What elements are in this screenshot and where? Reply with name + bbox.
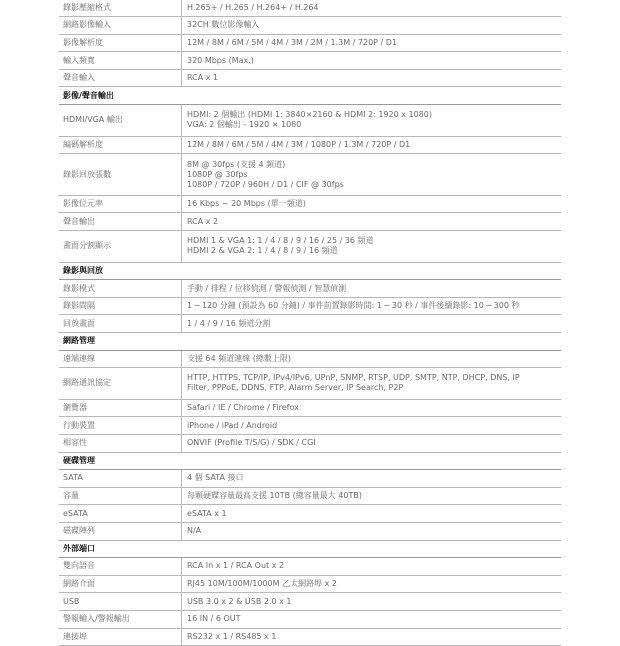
spec-label: USB	[59, 593, 182, 611]
spec-value	[182, 522, 562, 540]
spec-row	[59, 558, 561, 576]
spec-value-line: H.265+ / H.265 / H.264+ / H.264	[187, 2, 319, 12]
spec-value-line: HDMI 2 & VGA 2: 1 / 4 / 8 / 9 / 16 頻道	[187, 246, 338, 256]
spec-row	[59, 417, 561, 435]
spec-row	[59, 487, 561, 505]
spec-value	[182, 136, 562, 154]
spec-label: 雙向語音	[59, 558, 182, 576]
spec-value-line: Safari / IE / Chrome / Firefox	[187, 403, 299, 413]
spec-value-line: 1080P @ 30fps	[187, 169, 248, 179]
spec-value-line: HDMI: 2 個輸出 (HDMI 1: 3840×2160 & HDMI 2: 1920 x 1080)	[187, 110, 432, 120]
spec-label: eSATA	[59, 505, 182, 523]
spec-value	[182, 231, 562, 263]
spec-label: HDMI/VGA 輸出	[59, 105, 182, 137]
spec-value-line: N/A	[187, 526, 202, 536]
spec-row	[59, 280, 561, 298]
spec-value-line: 32CH 數位影像輸入	[187, 20, 260, 30]
spec-value-line: 1 ─ 120 分鐘 (預設為 60 分鐘) / 事件前置錄影時間: 1 ─ 30 秒 / 事件後續錄影: 10 ─ 300 秒	[187, 301, 520, 311]
section-header	[59, 452, 561, 470]
spec-row	[59, 593, 561, 611]
spec-value-line: RJ45 10M/100M/1000M 乙太網路埠 x 2	[187, 579, 337, 589]
spec-row	[59, 575, 561, 593]
spec-row	[59, 52, 561, 70]
spec-label: 遠端連線	[59, 350, 182, 368]
spec-value-line: USB 3.0 x 2 & USB 2.0 x 1	[187, 596, 292, 606]
spec-row	[59, 628, 561, 646]
spec-label: 行動裝置	[59, 417, 182, 435]
spec-value	[182, 195, 562, 213]
spec-label: 聲音輸入	[59, 69, 182, 87]
spec-value	[182, 558, 562, 576]
spec-row	[59, 350, 561, 368]
spec-label: 編碼解析度	[59, 136, 182, 154]
spec-label: 錄影回放張數	[59, 154, 182, 196]
spec-value-line: 1080P / 720P / 960H / D1 / CIF @ 30fps	[187, 179, 344, 189]
spec-value-line: eSATA x 1	[187, 508, 227, 518]
section-header	[59, 87, 561, 105]
spec-value-line: 320 Mbps (Max.)	[187, 55, 254, 65]
spec-row	[59, 434, 561, 452]
spec-value	[182, 17, 562, 35]
spec-value	[182, 628, 562, 646]
spec-label: 錄影間隔	[59, 297, 182, 315]
spec-value-line: 16 IN / 6 OUT	[187, 614, 241, 624]
spec-row	[59, 297, 561, 315]
spec-value-line: HDMI 1 & VGA 1: 1 / 4 / 8 / 9 / 16 / 25 / 36 頻道	[187, 236, 374, 246]
spec-label: 網路介面	[59, 575, 182, 593]
spec-value-line: 12M / 8M / 6M / 5M / 4M / 3M / 2M / 1.3M / 720P / D1	[187, 37, 398, 47]
spec-label: 連接埠	[59, 628, 182, 646]
spec-label: 容量	[59, 487, 182, 505]
section-title: 錄影與回放	[59, 262, 561, 280]
spec-value	[182, 34, 562, 52]
spec-value	[182, 399, 562, 417]
section-header	[59, 540, 561, 558]
spec-row	[59, 17, 561, 35]
spec-value	[182, 593, 562, 611]
spec-value	[182, 315, 562, 333]
spec-row	[59, 610, 561, 628]
spec-value	[182, 610, 562, 628]
spec-value	[182, 0, 562, 17]
spec-value-line: 1 / 4 / 9 / 16 頻道分割	[187, 318, 271, 328]
spec-label: 錄影壓縮格式	[59, 0, 182, 17]
spec-value-line: 支援 64 頻道連線 (總數上限)	[187, 353, 292, 363]
section-title: 硬碟管理	[59, 452, 561, 470]
spec-label: 影像位元率	[59, 195, 182, 213]
spec-label: 網路影像輸入	[59, 17, 182, 35]
spec-value	[182, 154, 562, 196]
spec-row	[59, 470, 561, 488]
spec-value	[182, 575, 562, 593]
spec-label: 磁碟陣列	[59, 522, 182, 540]
spec-value-line: 4 個 SATA 接口	[187, 473, 244, 483]
spec-value	[182, 487, 562, 505]
spec-value	[182, 350, 562, 368]
spec-label: 畫面分割顯示	[59, 231, 182, 263]
spec-value	[182, 505, 562, 523]
section-header	[59, 262, 561, 280]
spec-row	[59, 368, 561, 400]
spec-value-line: Filter, PPPoE, DDNS, FTP, Alarm Server, IP Search, P2P	[187, 383, 404, 393]
spec-row	[59, 69, 561, 87]
spec-row	[59, 136, 561, 154]
spec-row	[59, 105, 561, 137]
spec-value	[182, 368, 562, 400]
spec-label: 警報輸入/警報輸出	[59, 610, 182, 628]
spec-value-line: HTTP, HTTPS, TCP/IP, IPv4/IPv6, UPnP, SNMP, RTSP, UDP, SMTP, NTP, DHCP, DNS, IP	[187, 373, 520, 383]
spec-row	[59, 399, 561, 417]
section-header	[59, 333, 561, 351]
spec-label: 聲音輸出	[59, 213, 182, 231]
section-title: 影像/聲音輸出	[59, 87, 561, 105]
spec-label: SATA	[59, 470, 182, 488]
spec-value-line: RCA x 2	[187, 216, 219, 226]
spec-row	[59, 195, 561, 213]
spec-value	[182, 417, 562, 435]
spec-value	[182, 280, 562, 298]
spec-value-line: 8M @ 30fps (支援 4 頻道)	[187, 159, 286, 169]
spec-value	[182, 105, 562, 137]
spec-value	[182, 434, 562, 452]
spec-label: 影像解析度	[59, 34, 182, 52]
spec-row	[59, 315, 561, 333]
spec-row	[59, 34, 561, 52]
spec-value-line: 12M / 8M / 6M / 5M / 4M / 3M / 1080P / 1.3M / 720P / D1	[187, 139, 411, 149]
spec-value	[182, 213, 562, 231]
spec-value-line: VGA: 2 個輸出 - 1920 × 1080	[187, 120, 302, 130]
spec-label: 輸入頻寬	[59, 52, 182, 70]
spec-row	[59, 0, 561, 17]
section-title: 網路管理	[59, 333, 561, 351]
spec-value-line: 16 Kbps ~ 20 Mbps (單一頻道)	[187, 199, 306, 209]
spec-value-line: RCA x 1	[187, 73, 219, 83]
spec-label: 相容性	[59, 434, 182, 452]
spec-label: 錄影模式	[59, 280, 182, 298]
spec-row	[59, 522, 561, 540]
spec-value	[182, 470, 562, 488]
spec-value-line: RCA In x 1 / RCA Out x 2	[187, 561, 285, 571]
spec-label: 回放畫面	[59, 315, 182, 333]
spec-value	[182, 297, 562, 315]
spec-value-line: iPhone / iPad / Android	[187, 420, 278, 430]
spec-value-line: RS232 x 1 / RS485 x 1	[187, 631, 277, 641]
spec-value-line: 每顆硬碟容量最高支援 10TB (總容量最大 40TB)	[187, 491, 362, 501]
spec-row	[59, 154, 561, 196]
spec-value	[182, 69, 562, 87]
spec-row	[59, 213, 561, 231]
spec-label: 瀏覽器	[59, 399, 182, 417]
spec-row	[59, 505, 561, 523]
section-title: 外部端口	[59, 540, 561, 558]
spec-value-line: 手動 / 排程 / 位移偵測 / 警報偵測 / 智慧偵測	[187, 283, 347, 293]
spec-row	[59, 231, 561, 263]
spec-value	[182, 52, 562, 70]
spec-label: 網路通訊協定	[59, 368, 182, 400]
spec-table	[59, 0, 561, 646]
spec-value-line: ONVIF (Profile T/S/G) / SDK / CGI	[187, 438, 316, 448]
